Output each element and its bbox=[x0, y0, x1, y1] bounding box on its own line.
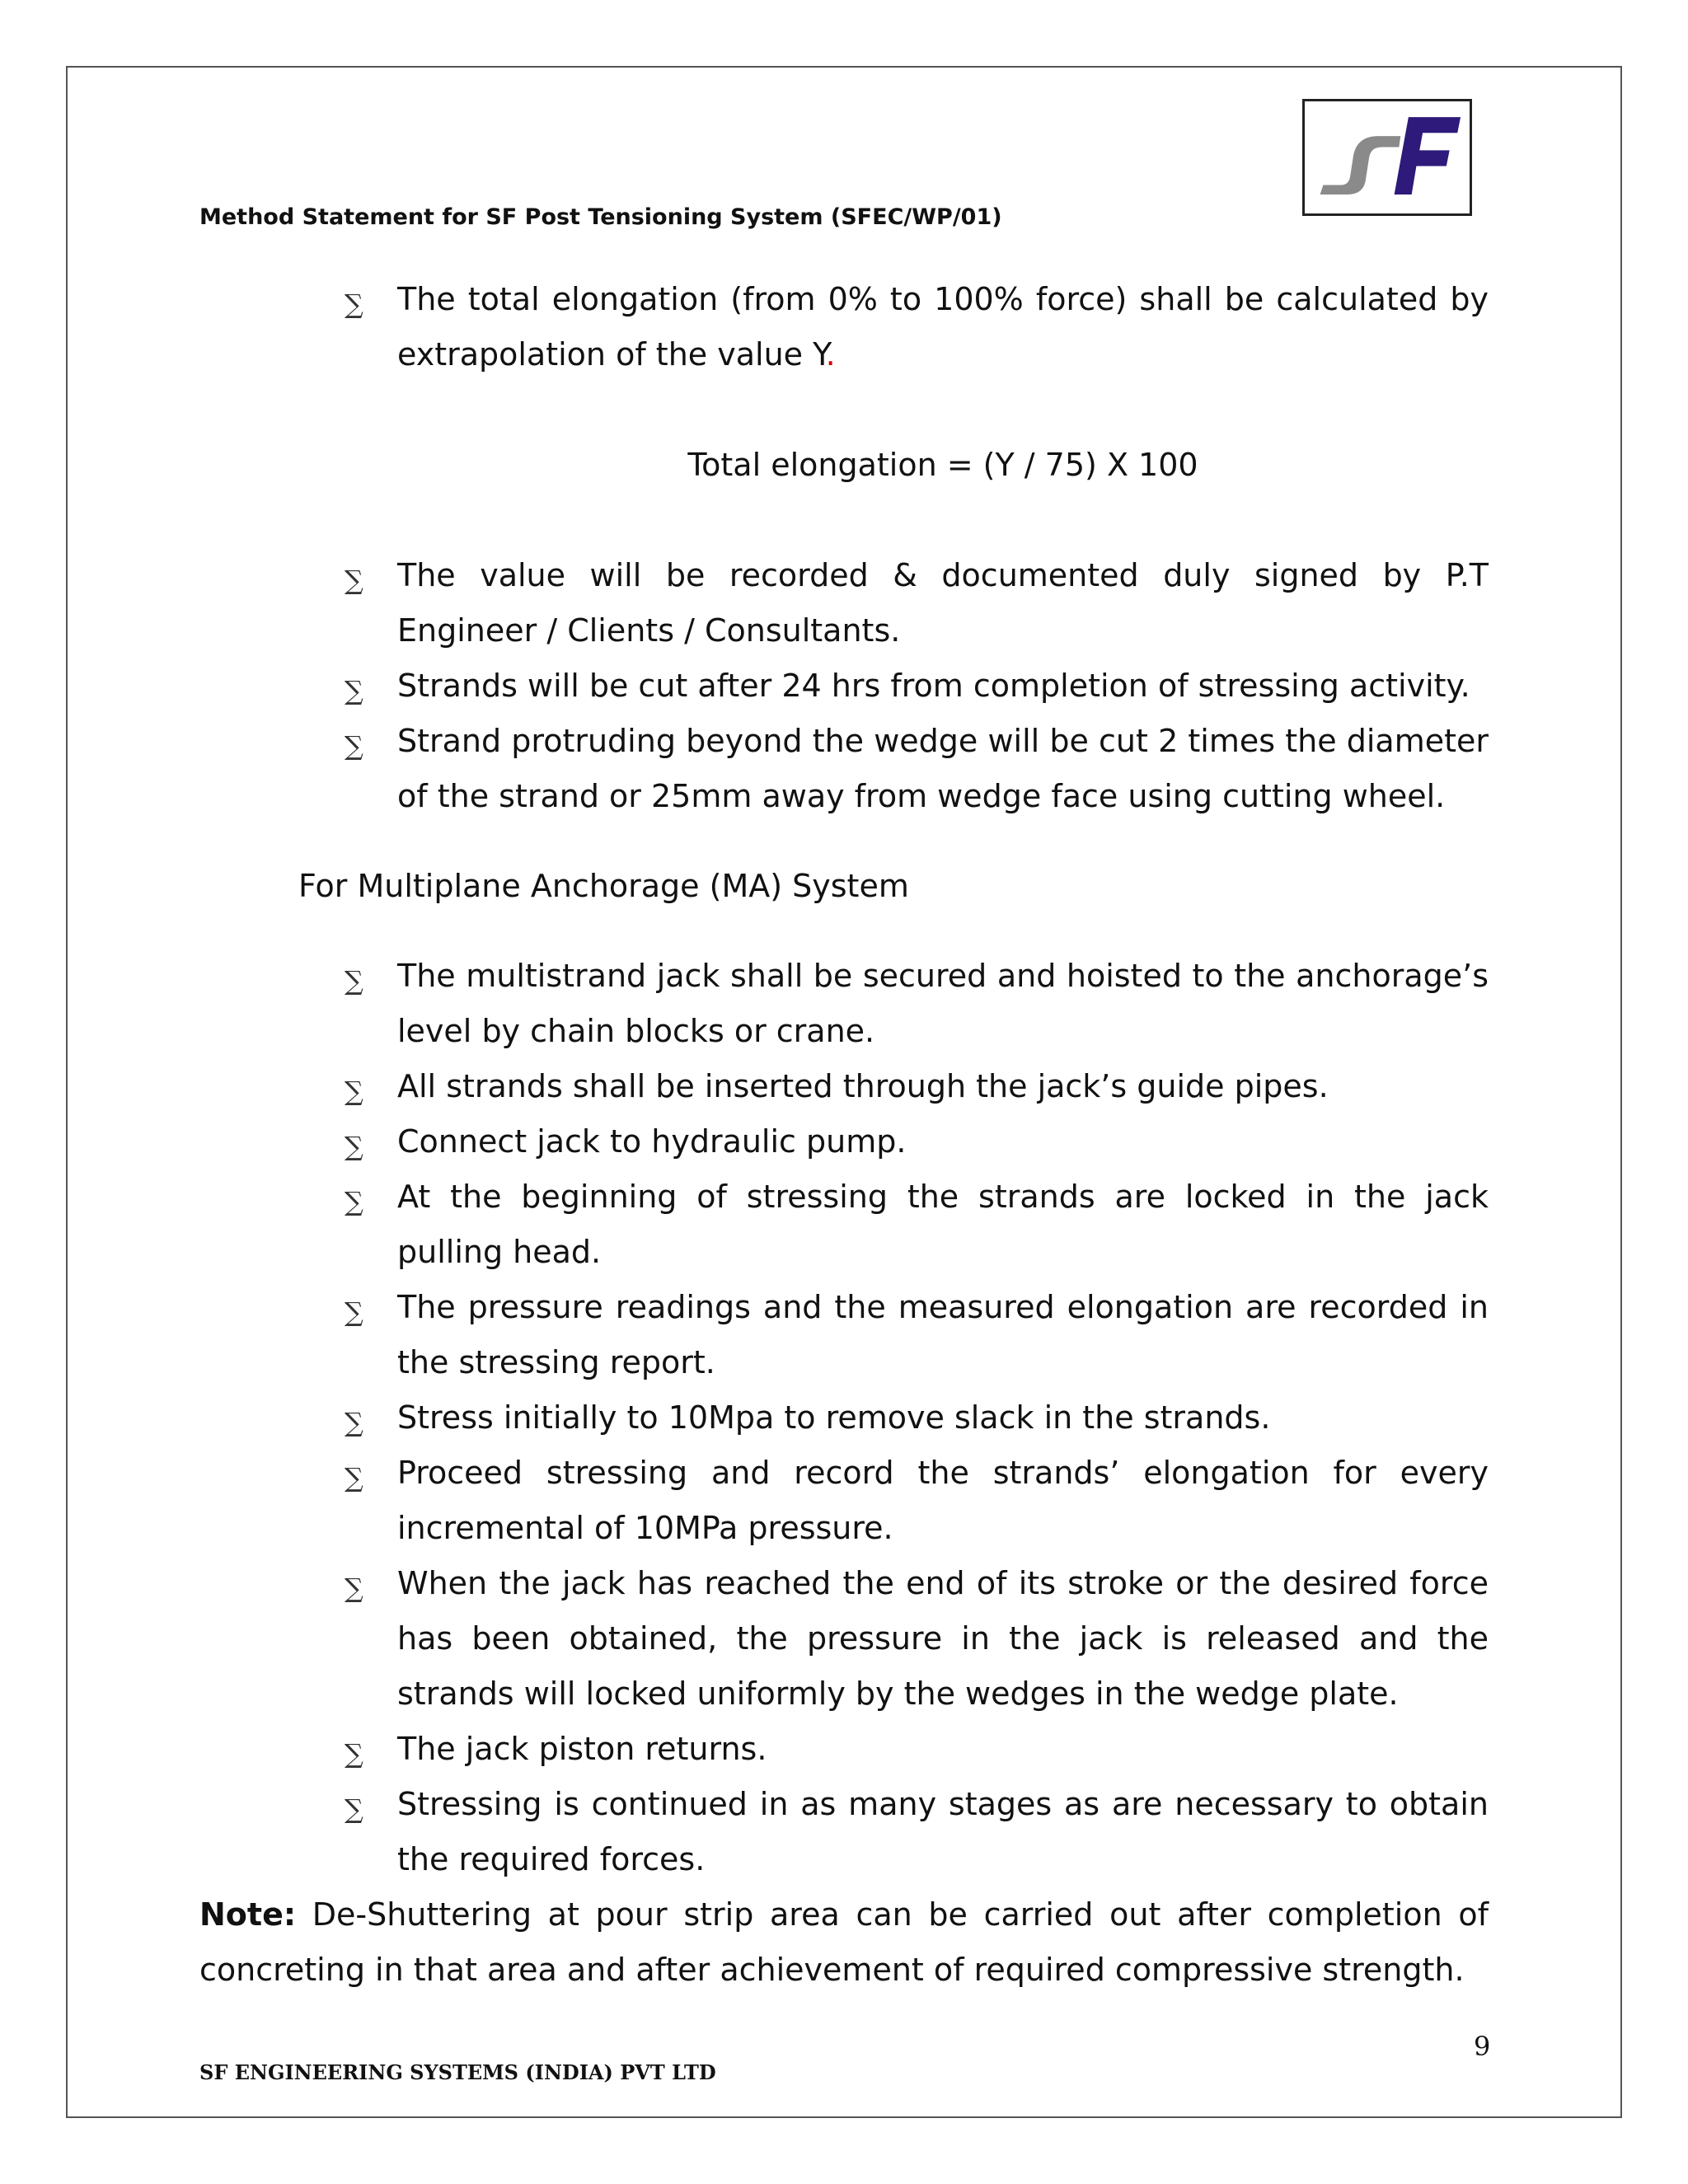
sigma-bullet-icon: ∑ bbox=[345, 1738, 363, 1769]
sigma-bullet-icon: ∑ bbox=[345, 730, 363, 762]
note-paragraph bbox=[199, 1887, 1489, 1998]
sigma-bullet-icon: ∑ bbox=[345, 1572, 363, 1604]
elongation-formula: Total elongation = (Y / 75) X 100 bbox=[687, 447, 1198, 483]
sigma-bullet-icon: ∑ bbox=[345, 288, 363, 320]
sigma-bullet-icon: ∑ bbox=[345, 1462, 363, 1493]
list-item: ∑ All strands shall be inserted through the jack’s guide pipes. bbox=[397, 1059, 1489, 1114]
sigma-bullet-icon: ∑ bbox=[345, 1296, 363, 1328]
list-item: ∑ Stressing is continued in as many stages as are necessary to obtain the required forces. bbox=[397, 1777, 1489, 1887]
list-item: ∑ At the beginning of stressing the strands are locked in the jack pulling head. bbox=[397, 1169, 1489, 1280]
list-item: ∑ Connect jack to hydraulic pump. bbox=[397, 1114, 1489, 1169]
sigma-bullet-icon: ∑ bbox=[345, 565, 363, 596]
bullet-list-1 bbox=[199, 272, 1489, 382]
page-number: 9 bbox=[1474, 2031, 1491, 2062]
sigma-bullet-icon: ∑ bbox=[345, 1131, 363, 1162]
list-item: ∑ The value will be recorded & documented duly signed by P.T Engineer / Clients / Consultants. bbox=[397, 548, 1489, 658]
document-title: Method Statement for SF Post Tensioning System (SFEC/WP/01) bbox=[199, 204, 1002, 230]
note-label: Note: bbox=[199, 1896, 297, 1933]
list-item: ∑ Stress initially to 10Mpa to remove slack in the strands. bbox=[397, 1390, 1489, 1446]
sigma-bullet-icon: ∑ bbox=[345, 675, 363, 706]
list-item: ∑ Strand protruding beyond the wedge will be cut 2 times the diameter of the strand or 25mm away from wedge face using cutting wheel. bbox=[397, 714, 1489, 824]
note-text: De-Shuttering at pour strip area can be carried out after completion of concreting in that area and after achievement of required compressive strength. bbox=[199, 1896, 1489, 1988]
logo-f-shape bbox=[1395, 117, 1461, 194]
section-heading: For Multiplane Anchorage (MA) System bbox=[298, 868, 909, 904]
list-item: ∑ The total elongation (from 0% to 100% force) shall be calculated by extrapolation of the value Y. bbox=[397, 272, 1489, 382]
sigma-bullet-icon: ∑ bbox=[345, 1186, 363, 1217]
logo-s-shape bbox=[1320, 136, 1401, 194]
list-item: ∑ Strands will be cut after 24 hrs from completion of stressing activity. bbox=[397, 658, 1489, 714]
sf-logo bbox=[1302, 99, 1472, 216]
list-item: ∑ The jack piston returns. bbox=[397, 1722, 1489, 1777]
bullet-list-2 bbox=[199, 548, 1489, 824]
footer-company: SF ENGINEERING SYSTEMS (INDIA) PVT LTD bbox=[199, 2060, 716, 2084]
sigma-bullet-icon: ∑ bbox=[345, 1407, 363, 1438]
list-item: ∑ When the jack has reached the end of its stroke or the desired force has been obtained, the pressure in the jack is released and the strands will locked uniformly by the wedges in the wedge plate. bbox=[397, 1556, 1489, 1722]
list-item: ∑ Proceed stressing and record the strands’ elongation for every incremental of 10MPa pressure. bbox=[397, 1446, 1489, 1556]
list-item: ∑ The pressure readings and the measured elongation are recorded in the stressing report. bbox=[397, 1280, 1489, 1390]
sigma-bullet-icon: ∑ bbox=[345, 965, 363, 996]
page-content bbox=[199, 272, 1489, 1998]
red-period: . bbox=[825, 336, 836, 373]
sigma-bullet-icon: ∑ bbox=[345, 1076, 363, 1107]
list-item: ∑ The multistrand jack shall be secured and hoisted to the anchorage’s level by chain blocks or crane. bbox=[397, 949, 1489, 1059]
sigma-bullet-icon: ∑ bbox=[345, 1793, 363, 1825]
bullet-list-3 bbox=[199, 949, 1489, 1887]
